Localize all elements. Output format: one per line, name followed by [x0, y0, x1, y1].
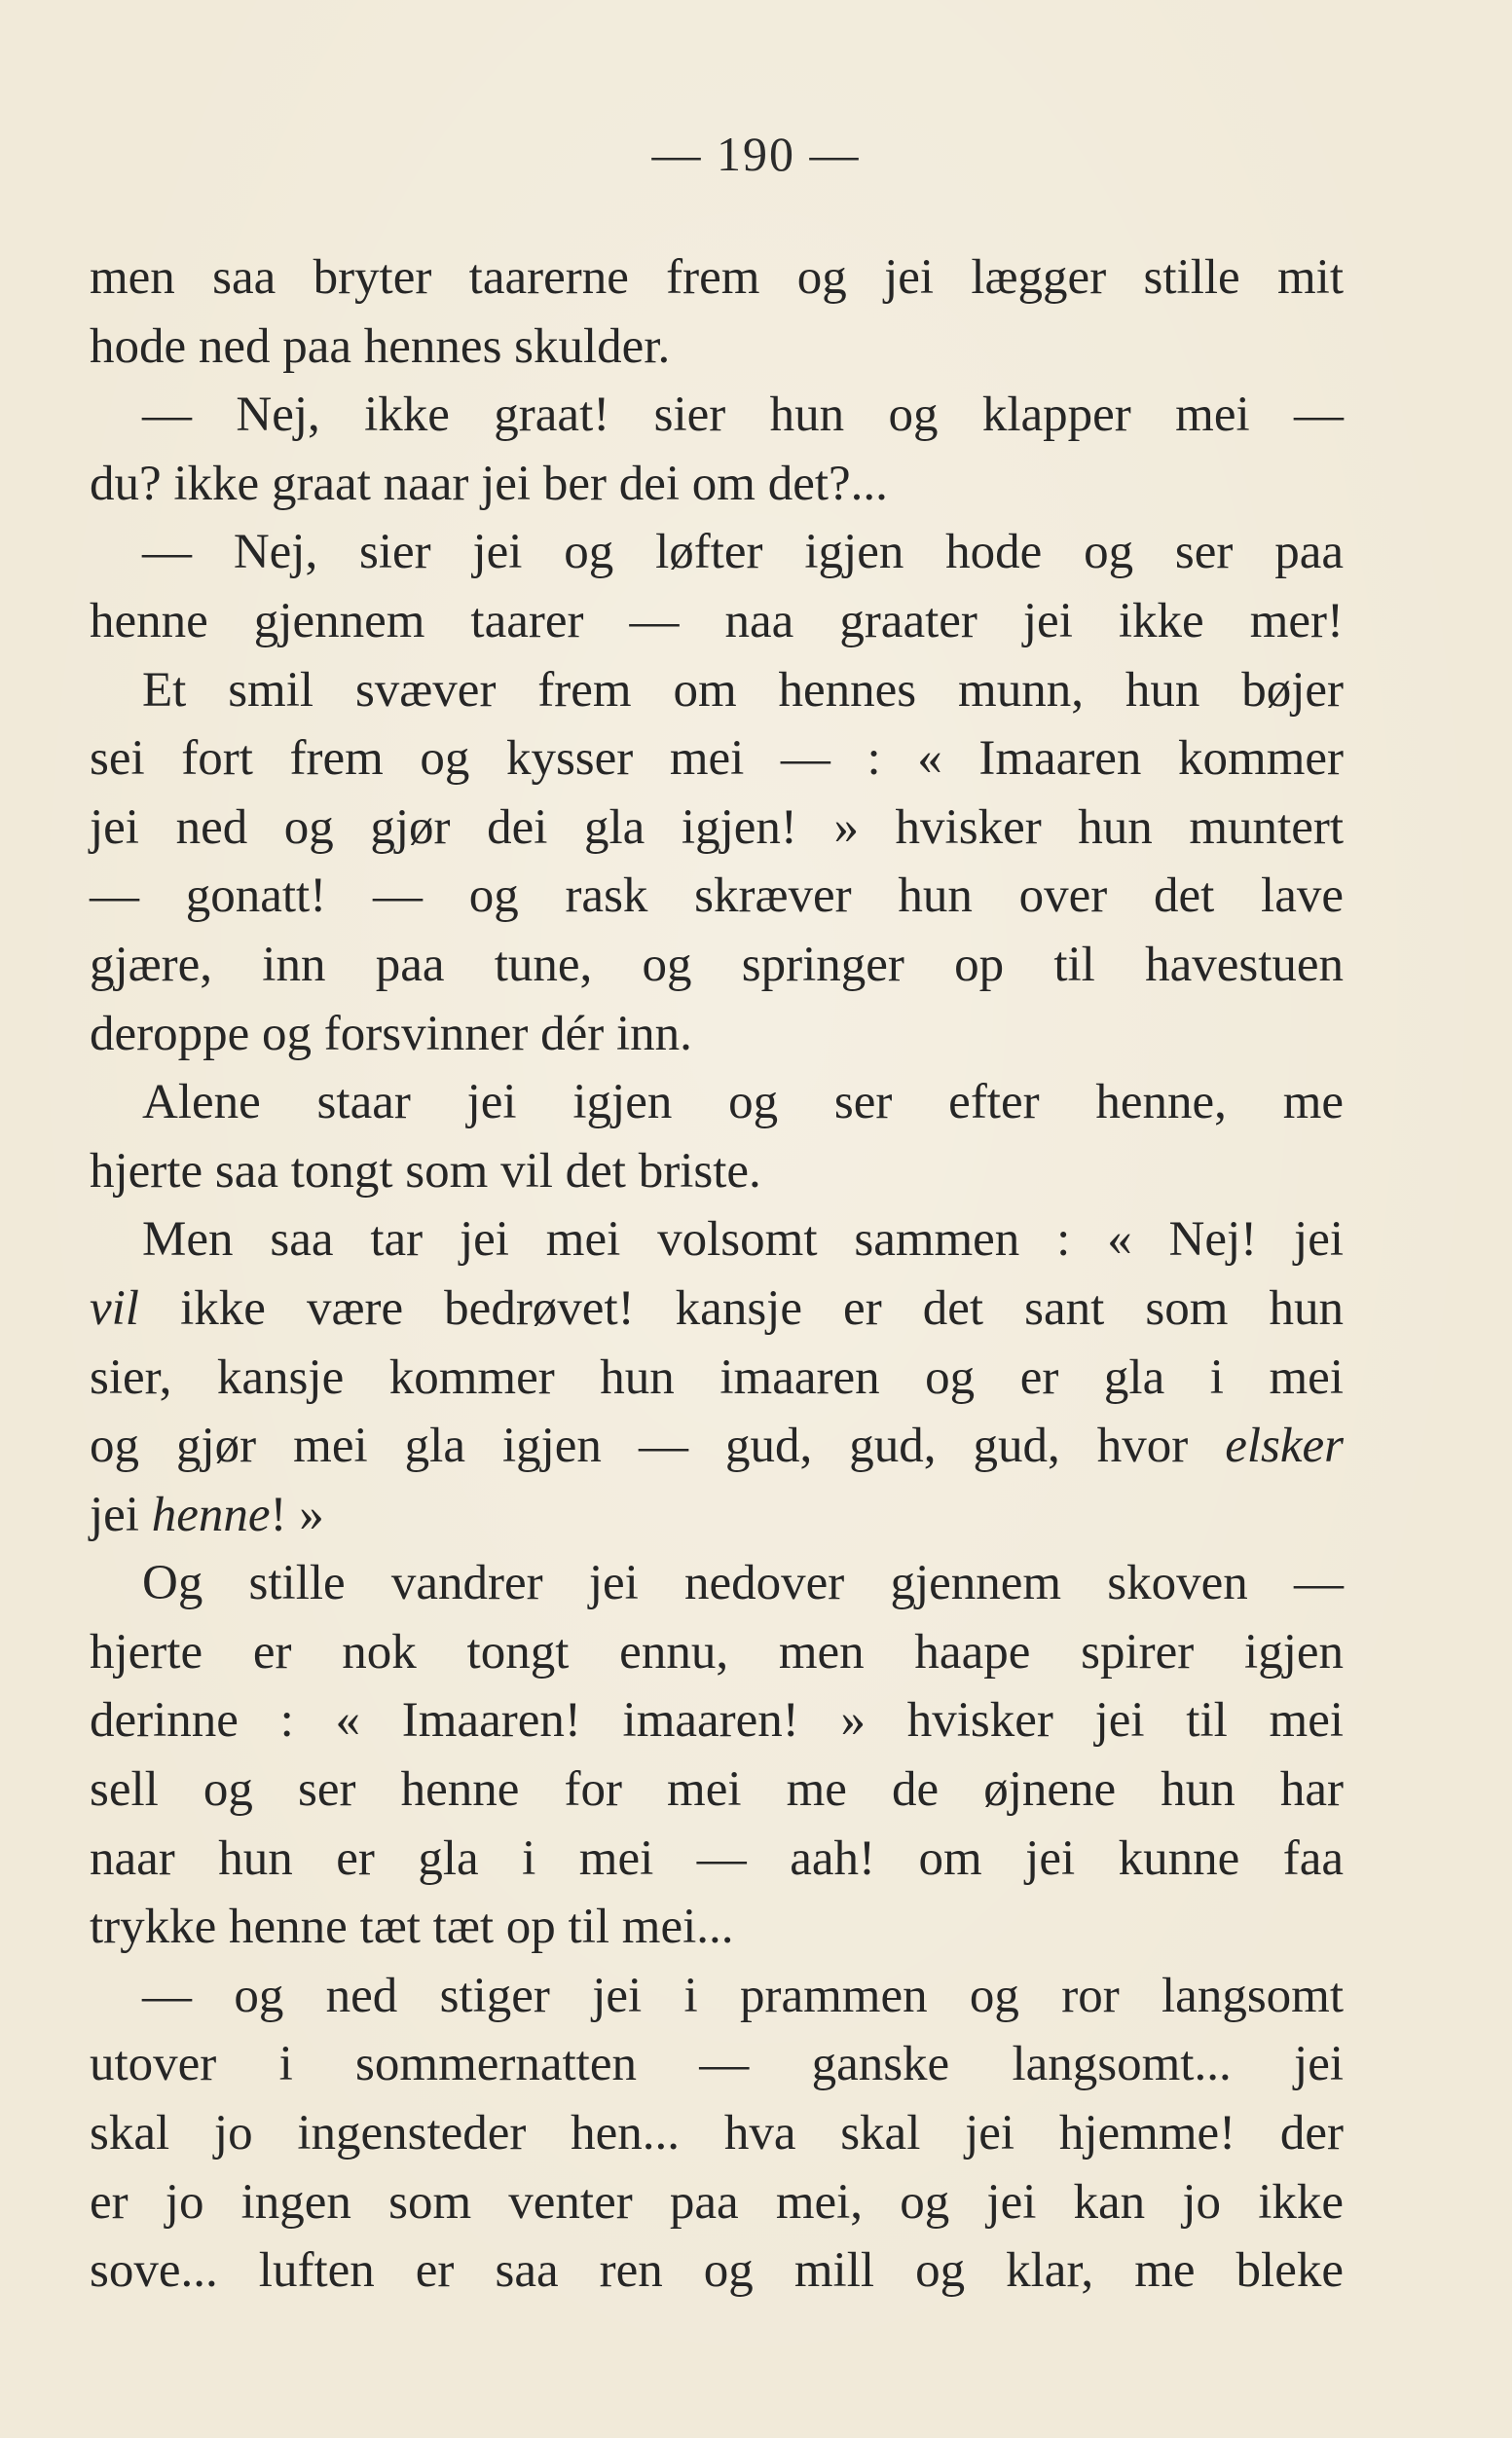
text-line: er jo ingen som venter paa mei, og jei kan jo ikke [90, 2174, 1344, 2230]
text-line: gjære, inn paa tune, og springer op til havestuen [90, 937, 1344, 992]
text-line: jei henne! » [90, 1487, 324, 1542]
text-line: men saa bryter taarerne frem og jei lægger stille mit [90, 250, 1344, 305]
text-line: Men saa tar jei mei volsomt sammen : « Nej! jei [142, 1212, 1344, 1268]
body-text [90, 243, 1344, 2306]
text-line: hode ned paa hennes skulder. [90, 318, 671, 374]
text-line: utover i sommernatten — ganske langsomt... jei [90, 2037, 1344, 2092]
italic-word: henne [151, 1487, 271, 1542]
text-line: Et smil svæver frem om hennes munn, hun bøjer [142, 662, 1344, 718]
text-line: sove... luften er saa ren og mill og klar, me bleke [90, 2243, 1344, 2299]
text-line: jei ned og gjør dei gla igjen! » hvisker hun muntert [90, 799, 1344, 855]
italic-word: vil [90, 1280, 139, 1336]
text-line: trykke henne tæt tæt op til mei... [90, 1900, 734, 1955]
italic-word: elsker [1225, 1419, 1344, 1474]
text-line: sei fort frem og kysser mei — : « Imaaren kommer [90, 731, 1344, 787]
text-line: skal jo ingensteder hen... hva skal jei hjemme! der [90, 2106, 1344, 2161]
text-line: hjerte saa tongt som vil det briste. [90, 1143, 761, 1199]
text-line: deroppe og forsvinner dér inn. [90, 1006, 692, 1061]
text-line: derinne : « Imaaren! imaaren! » hvisker jei til mei [90, 1693, 1344, 1749]
text-line: sier, kansje kommer hun imaaren og er gla i mei [90, 1349, 1344, 1405]
text-line: naar hun er gla i mei — aah! om jei kunne faa [90, 1830, 1344, 1886]
text-line: henne gjennem taarer — naa graater jei ikke mer! [90, 593, 1344, 648]
text-line: — Nej, ikke graat! sier hun og klapper mei — [142, 388, 1344, 443]
page-number: — 190 — [651, 127, 861, 181]
text-line: Og stille vandrer jei nedover gjennem skoven — [142, 1556, 1344, 1611]
text-line: vil ikke være bedrøvet! kansje er det sant som hun [90, 1280, 1344, 1336]
text-line: og gjør mei gla igjen — gud, gud, gud, hvor elsker [90, 1419, 1344, 1474]
text-line: du? ikke graat naar jei ber dei om det?... [90, 456, 888, 511]
text-line: sell og ser henne for mei me de øjnene hun har [90, 1762, 1344, 1818]
text-line: — og ned stiger jei i prammen og ror langsomt [142, 1968, 1344, 2023]
text-line: Alene staar jei igjen og ser efter henne, me [142, 1075, 1344, 1130]
text-line: — Nej, sier jei og løfter igjen hode og ser paa [142, 525, 1344, 580]
text-line: hjerte er nok tongt ennu, men haape spirer igjen [90, 1624, 1344, 1680]
text-line: — gonatt! — og rask skræver hun over det lave [90, 868, 1344, 924]
